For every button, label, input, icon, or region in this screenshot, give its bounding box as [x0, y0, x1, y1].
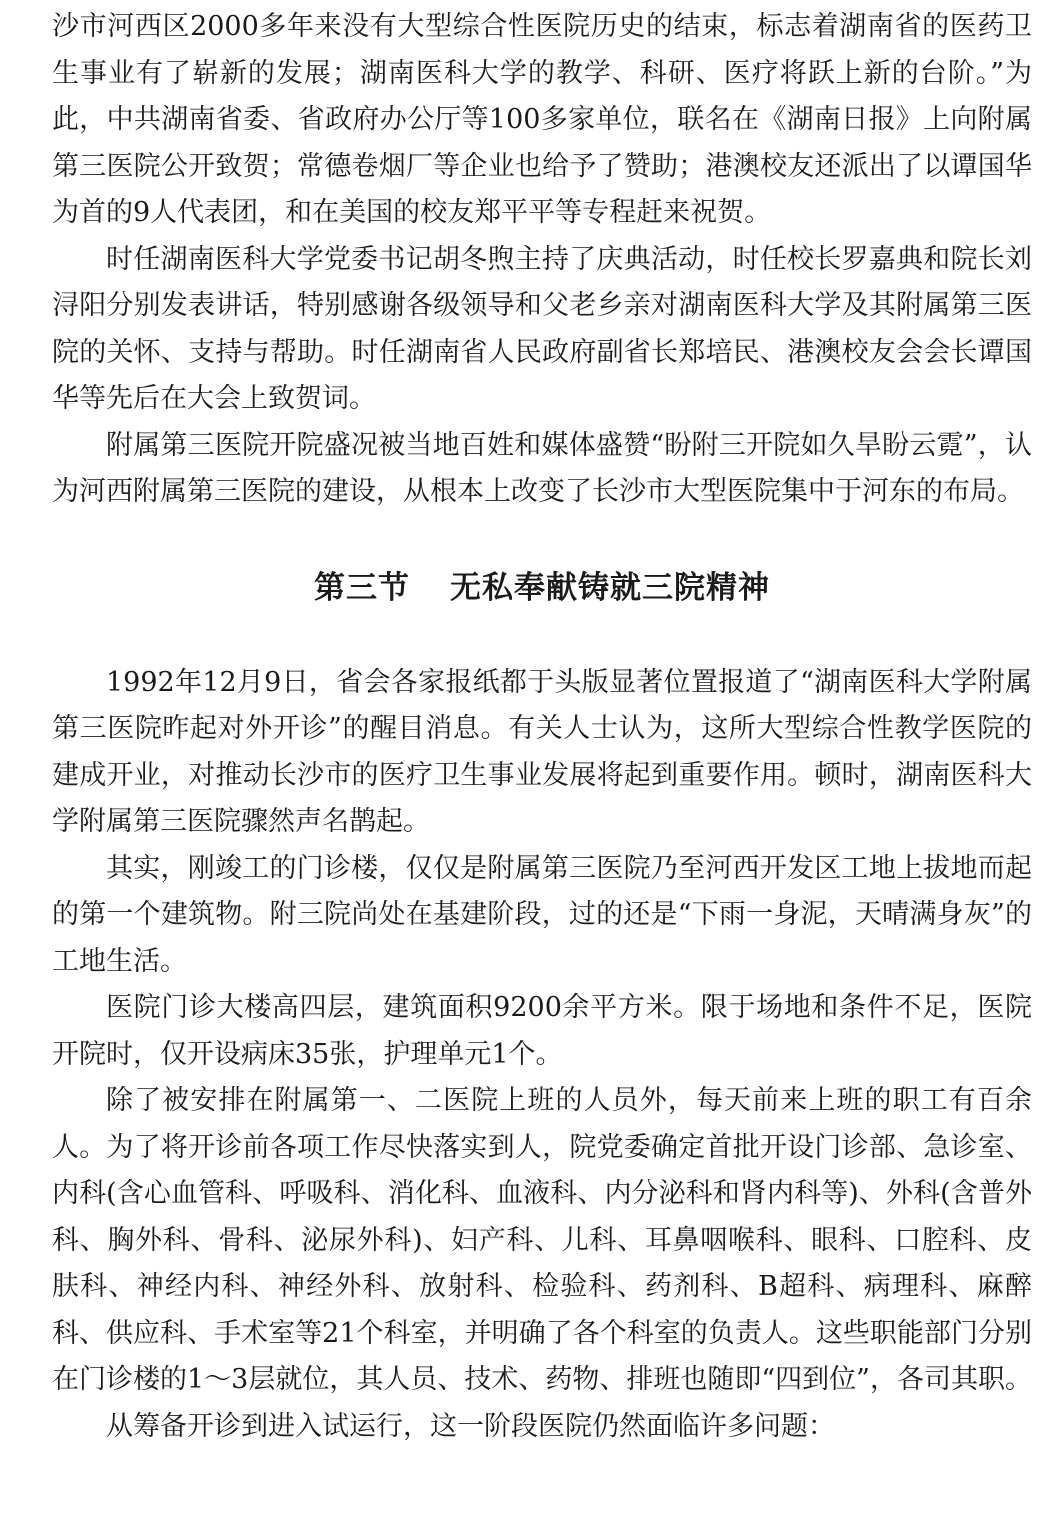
paragraph-continuation: 沙市河西区2000多年来没有大型综合性医院历史的结束，标志着湖南省的医药卫生事业有了崭新的发展；湖南医科大学的教学、科研、医疗将跃上新的台阶。”为此，中共湖南省委、省政府办公厅等100多家单位，联名在《湖南日报》上向附属第三医院公开致贺；常德卷烟厂等企业也给予了赞助；港澳校友还派出了以谭国华为首的9人代表团，和在美国的校友郑平平等专程赶来祝贺。 [52, 11, 1032, 228]
paragraph-departments: 除了被安排在附属第一、二医院上班的人员外，每天前来上班的职工有百余人。为了将开诊前各项工作尽快落实到人，院党委确定首批开设门诊部、急诊室、内科(含心血管科、呼吸科、消化科、血液科、内分泌科和肾内科等)、外科(含普外科、胸外科、骨科、泌尿外科)、妇产科、儿科、耳鼻咽喉科、眼科、口腔科、皮肤科、神经内科、神经外科、放射科、检验科、药剂科、B超科、病理科、麻醉科、供应科、手术室等21个科室，并明确了各个科室的负责人。这些职能部门分别在门诊楼的1～3层就位，其人员、技术、药物、排班也随即“四到位”，各司其职。 [52, 1085, 1032, 1395]
paragraph-building-info: 医院门诊大楼高四层，建筑面积9200余平方米。限于场地和条件不足，医院开院时，仅开设病床35张，护理单元1个。 [52, 992, 1032, 1070]
section-text-block [52, 660, 1032, 1451]
paragraph-construction-site: 其实，刚竣工的门诊楼，仅仅是附属第三医院乃至河西开发区工地上拔地而起的第一个建筑物。附三院尚处在基建阶段，过的还是“下雨一身泥，天晴满身灰”的工地生活。 [52, 852, 1032, 977]
paragraph-opening-praise: 附属第三医院开院盛况被当地百姓和媒体盛赞“盼附三开院如久旱盼云霓”，认为河西附属第三医院的建设，从根本上改变了长沙市大型医院集中于河东的布局。 [52, 429, 1032, 507]
paragraph-news-report: 1992年12月9日，省会各家报纸都于头版显著位置报道了“湖南医科大学附属第三医院昨起对外开诊”的醒目消息。有关人士认为，这所大型综合性教学医院的建成开业，对推动长沙市的医疗卫生事业发展将起到重要作用。顿时，湖南医科大学附属第三医院骤然声名鹊起。 [52, 666, 1032, 837]
paragraph-celebration: 时任湖南医科大学党委书记胡冬煦主持了庆典活动，时任校长罗嘉典和院长刘浔阳分别发表讲话，特别感谢各级领导和父老乡亲对湖南医科大学及其附属第三医院的关怀、支持与帮助。时任湖南省人民政府副省长郑培民、港澳校友会会长谭国华等先后在大会上致贺词。 [52, 243, 1032, 414]
section-title: 无私奉献铸就三院精神 [450, 569, 770, 606]
section-number: 第三节 [314, 569, 410, 606]
top-text-block [52, 4, 1032, 516]
paragraph-problems-intro: 从筹备开诊到进入试运行，这一阶段医院仍然面临许多问题： [106, 1410, 835, 1442]
document-page [52, 0, 1032, 1450]
section-heading [52, 568, 1032, 608]
